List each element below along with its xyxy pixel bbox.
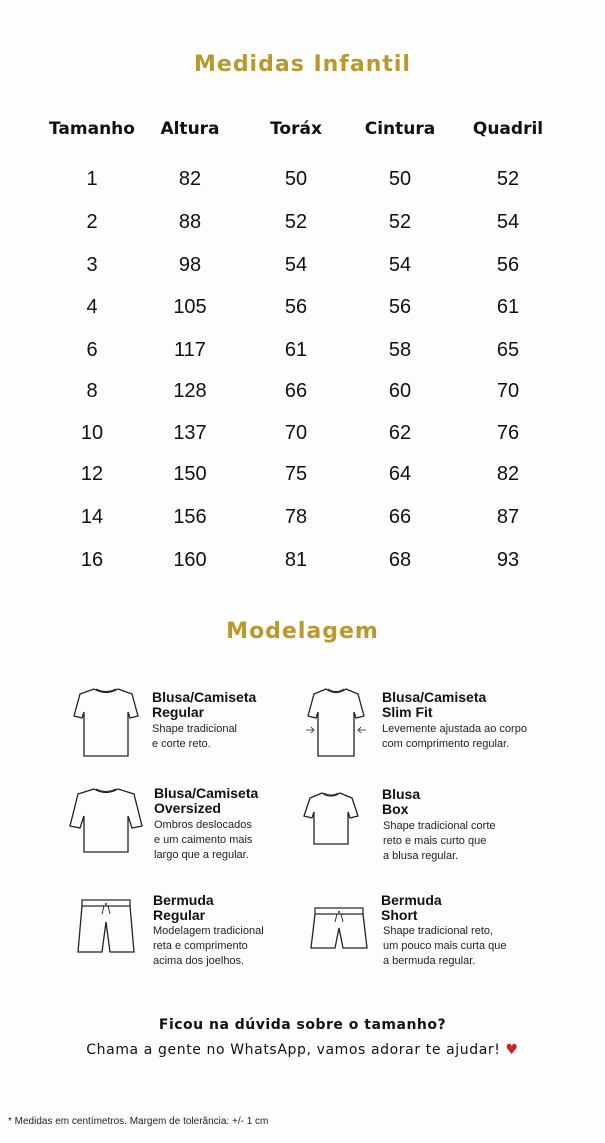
help-question: Ficou na dúvida sobre o tamanho?: [158, 1017, 447, 1033]
table-cell: 52: [388, 211, 412, 233]
table-cell: 150: [173, 463, 207, 485]
heart-icon: ♥: [505, 1042, 519, 1058]
table-cell: 68: [388, 549, 412, 571]
table-cell: 75: [284, 463, 308, 485]
models-title: Modelagem: [226, 619, 379, 644]
table-cell: 88: [178, 211, 202, 233]
table-cell: 56: [284, 296, 308, 318]
tshirt-slim-icon: [304, 686, 368, 760]
column-header: Cintura: [364, 119, 436, 139]
table-cell: 64: [388, 463, 412, 485]
table-cell: 52: [284, 211, 308, 233]
table-cell: 128: [173, 380, 207, 402]
table-cell: 93: [496, 549, 520, 571]
table-cell: 6: [86, 339, 98, 361]
table-cell: 70: [496, 380, 520, 402]
model-name: Blusa Box: [382, 786, 421, 817]
table-cell: 54: [284, 254, 308, 276]
table-cell: 65: [496, 339, 520, 361]
table-cell: 12: [80, 463, 104, 485]
table-cell: 82: [496, 463, 520, 485]
model-desc: Shape tradicional reto, um pouco mais curta que a bermuda regular.: [383, 925, 507, 967]
table-cell: 56: [496, 254, 520, 276]
model-desc: Shape tradicional e corte reto.: [152, 723, 238, 750]
tshirt-regular-icon: [72, 686, 140, 760]
table-cell: 54: [388, 254, 412, 276]
measures-title: Medidas Infantil: [194, 52, 411, 77]
table-cell: 1: [86, 168, 98, 190]
table-cell: 50: [284, 168, 308, 190]
table-cell: 54: [496, 211, 520, 233]
shorts-short-icon: [309, 906, 369, 952]
table-cell: 3: [86, 254, 98, 276]
tshirt-box-icon: [302, 790, 360, 848]
table-cell: 50: [388, 168, 412, 190]
table-cell: 14: [80, 506, 104, 528]
table-cell: 82: [178, 168, 202, 190]
table-cell: 58: [388, 339, 412, 361]
table-cell: 10: [80, 422, 104, 444]
shorts-regular-icon: [76, 898, 136, 956]
table-cell: 8: [86, 380, 98, 402]
model-name: Blusa/Camiseta Oversized: [154, 785, 259, 816]
column-header: Quadril: [472, 119, 544, 139]
model-desc: Ombros deslocados e um caimento mais largo que a regular.: [154, 819, 253, 861]
table-cell: 78: [284, 506, 308, 528]
table-cell: 61: [284, 339, 308, 361]
help-cta: Chama a gente no WhatsApp, vamos adorar te ajudar!: [86, 1042, 501, 1058]
footnote: * Medidas em centímetros. Margem de tolerância: +/- 1 cm: [8, 1116, 269, 1127]
table-cell: 137: [173, 422, 207, 444]
table-cell: 60: [388, 380, 412, 402]
table-cell: 160: [173, 549, 207, 571]
table-cell: 16: [80, 549, 104, 571]
model-desc: Levemente ajustada ao corpo com comprimento regular.: [382, 723, 527, 750]
model-name: Bermuda Regular: [153, 892, 214, 923]
column-header: Toráx: [270, 119, 322, 139]
model-name: Blusa/Camiseta Slim Fit: [382, 689, 487, 720]
table-cell: 87: [496, 506, 520, 528]
table-cell: 105: [173, 296, 207, 318]
column-header: Tamanho: [49, 119, 135, 139]
tshirt-oversized-icon: [68, 786, 144, 856]
table-cell: 76: [496, 422, 520, 444]
model-name: Bermuda Short: [381, 892, 442, 923]
table-cell: 52: [496, 168, 520, 190]
table-cell: 61: [496, 296, 520, 318]
table-cell: 56: [388, 296, 412, 318]
table-cell: 2: [86, 211, 98, 233]
table-cell: 66: [388, 506, 412, 528]
model-desc: Modelagem tradicional reta e comprimento acima dos joelhos.: [153, 925, 264, 967]
table-cell: 81: [284, 549, 308, 571]
model-desc: Shape tradicional corte reto e mais curto que a blusa regular.: [383, 820, 496, 862]
table-cell: 70: [284, 422, 308, 444]
model-name: Blusa/Camiseta Regular: [152, 689, 257, 720]
table-cell: 66: [284, 380, 308, 402]
table-cell: 98: [178, 254, 202, 276]
help-cta-line: [0, 1042, 605, 1058]
table-cell: 156: [173, 506, 207, 528]
table-cell: 62: [388, 422, 412, 444]
column-header: Altura: [160, 119, 220, 139]
table-cell: 4: [86, 296, 98, 318]
table-cell: 117: [174, 339, 206, 361]
